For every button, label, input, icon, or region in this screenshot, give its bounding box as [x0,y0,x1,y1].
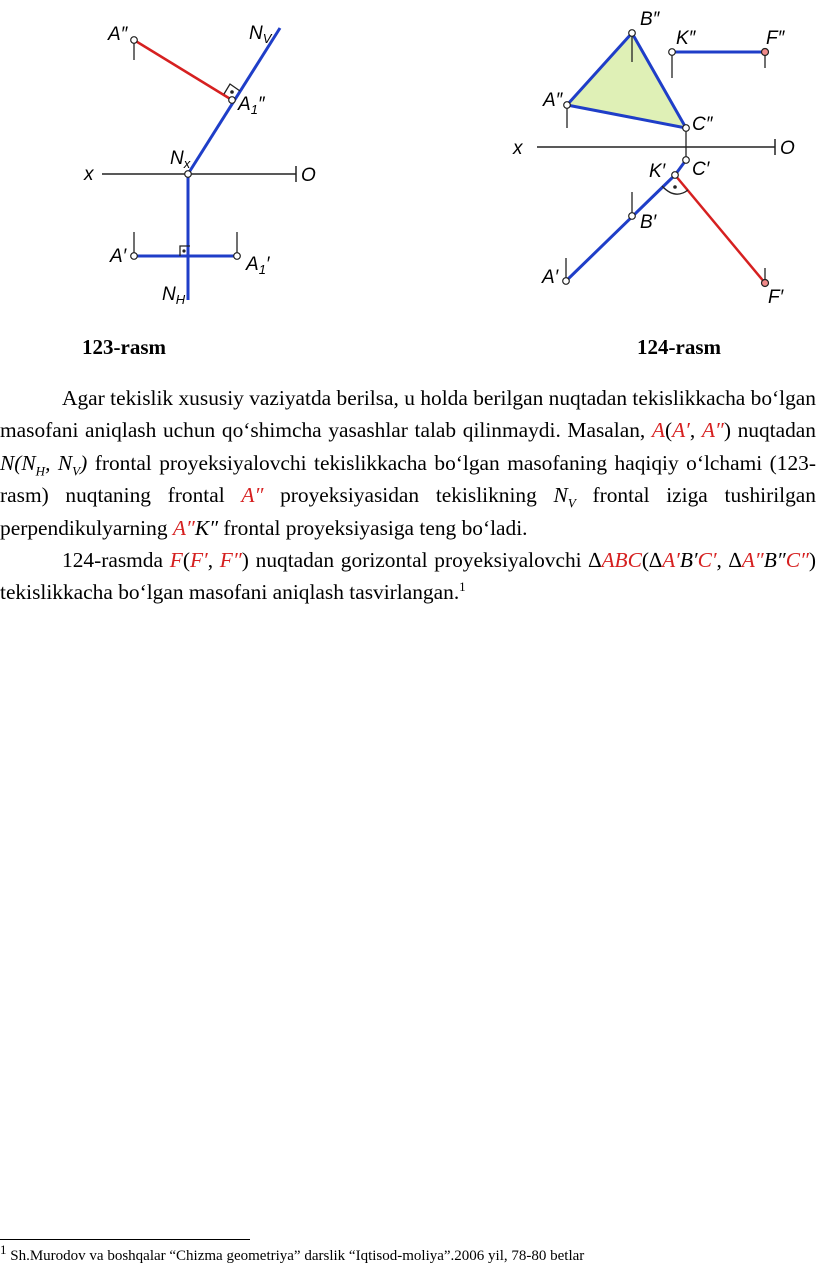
figure-123-diagram [60,10,350,310]
label-f-double-prime: F″ [766,28,785,49]
label-k-double-prime: K″ [676,28,696,49]
footnote-separator [0,1239,250,1240]
label-a1-double-prime: $A_1''$ [238,94,265,117]
label-a-prime: A′ [110,246,127,267]
label-a-double-prime: A″ [108,24,128,45]
label-c-prime: C′ [692,159,710,180]
label-a-double-prime: A″ [543,90,563,111]
label-b-prime: B′ [640,212,657,233]
body-text [0,382,816,609]
label-k-prime: K′ [649,161,666,182]
paragraph-1: Agar tekislik xususiy vaziyatda berilsa, u holda berilgan nuqtadan tekislikkacha bo‘lgan masofani aniqlash uchun qo‘shimcha yasashlar talab qilinmaydi. Masalan, A(A′, A″) nuqtadan $N(N_H$, $N_V$) frontal proyeksiyalovchi tekislikkacha bo‘lgan masofaning haqiqiy o‘lchami (123-rasm) nuqtaning frontal A″ proyeksiyasidan tekislikning $N_V$ frontal iziga tushirilgan perpendikulyarning A″K″ frontal proyeksiyasiga teng bo‘ladi. [0,386,816,540]
label-nv: $N_V$ [249,23,272,46]
figure-124-diagram [505,0,815,320]
label-nx: $N_x$ [170,148,191,171]
label-nh: $N_H$ [162,284,186,307]
label-f-prime: F′ [768,287,784,308]
figure-124-caption: 124-rasm [637,335,721,359]
paragraph-2: 124-rasmda F(F′, F″) nuqtadan gorizontal proyeksiyalovchi ∆ABC(∆A′B′C′, ∆A″B″C″) tekislikkacha bo‘lgan masofani aniqlash tasvirlangan.$^1$ [0,548,816,605]
label-a1-prime: $A_1'$ [246,254,270,277]
label-a-prime: A′ [542,267,559,288]
label-c-double-prime: C″ [692,114,713,135]
footnote: $^1$ Sh.Murodov va boshqalar “Chizma geometriya” darslik “Iqtisod-moliya”.2006 yil, 78-80 betlar [0,1242,585,1264]
figure-123-caption: 123-rasm [82,335,166,359]
label-x-axis: x [513,138,523,159]
label-o: O [780,138,795,159]
label-b-double-prime: B″ [640,9,660,30]
label-x-axis: x [84,164,94,185]
label-o: O [301,165,316,186]
